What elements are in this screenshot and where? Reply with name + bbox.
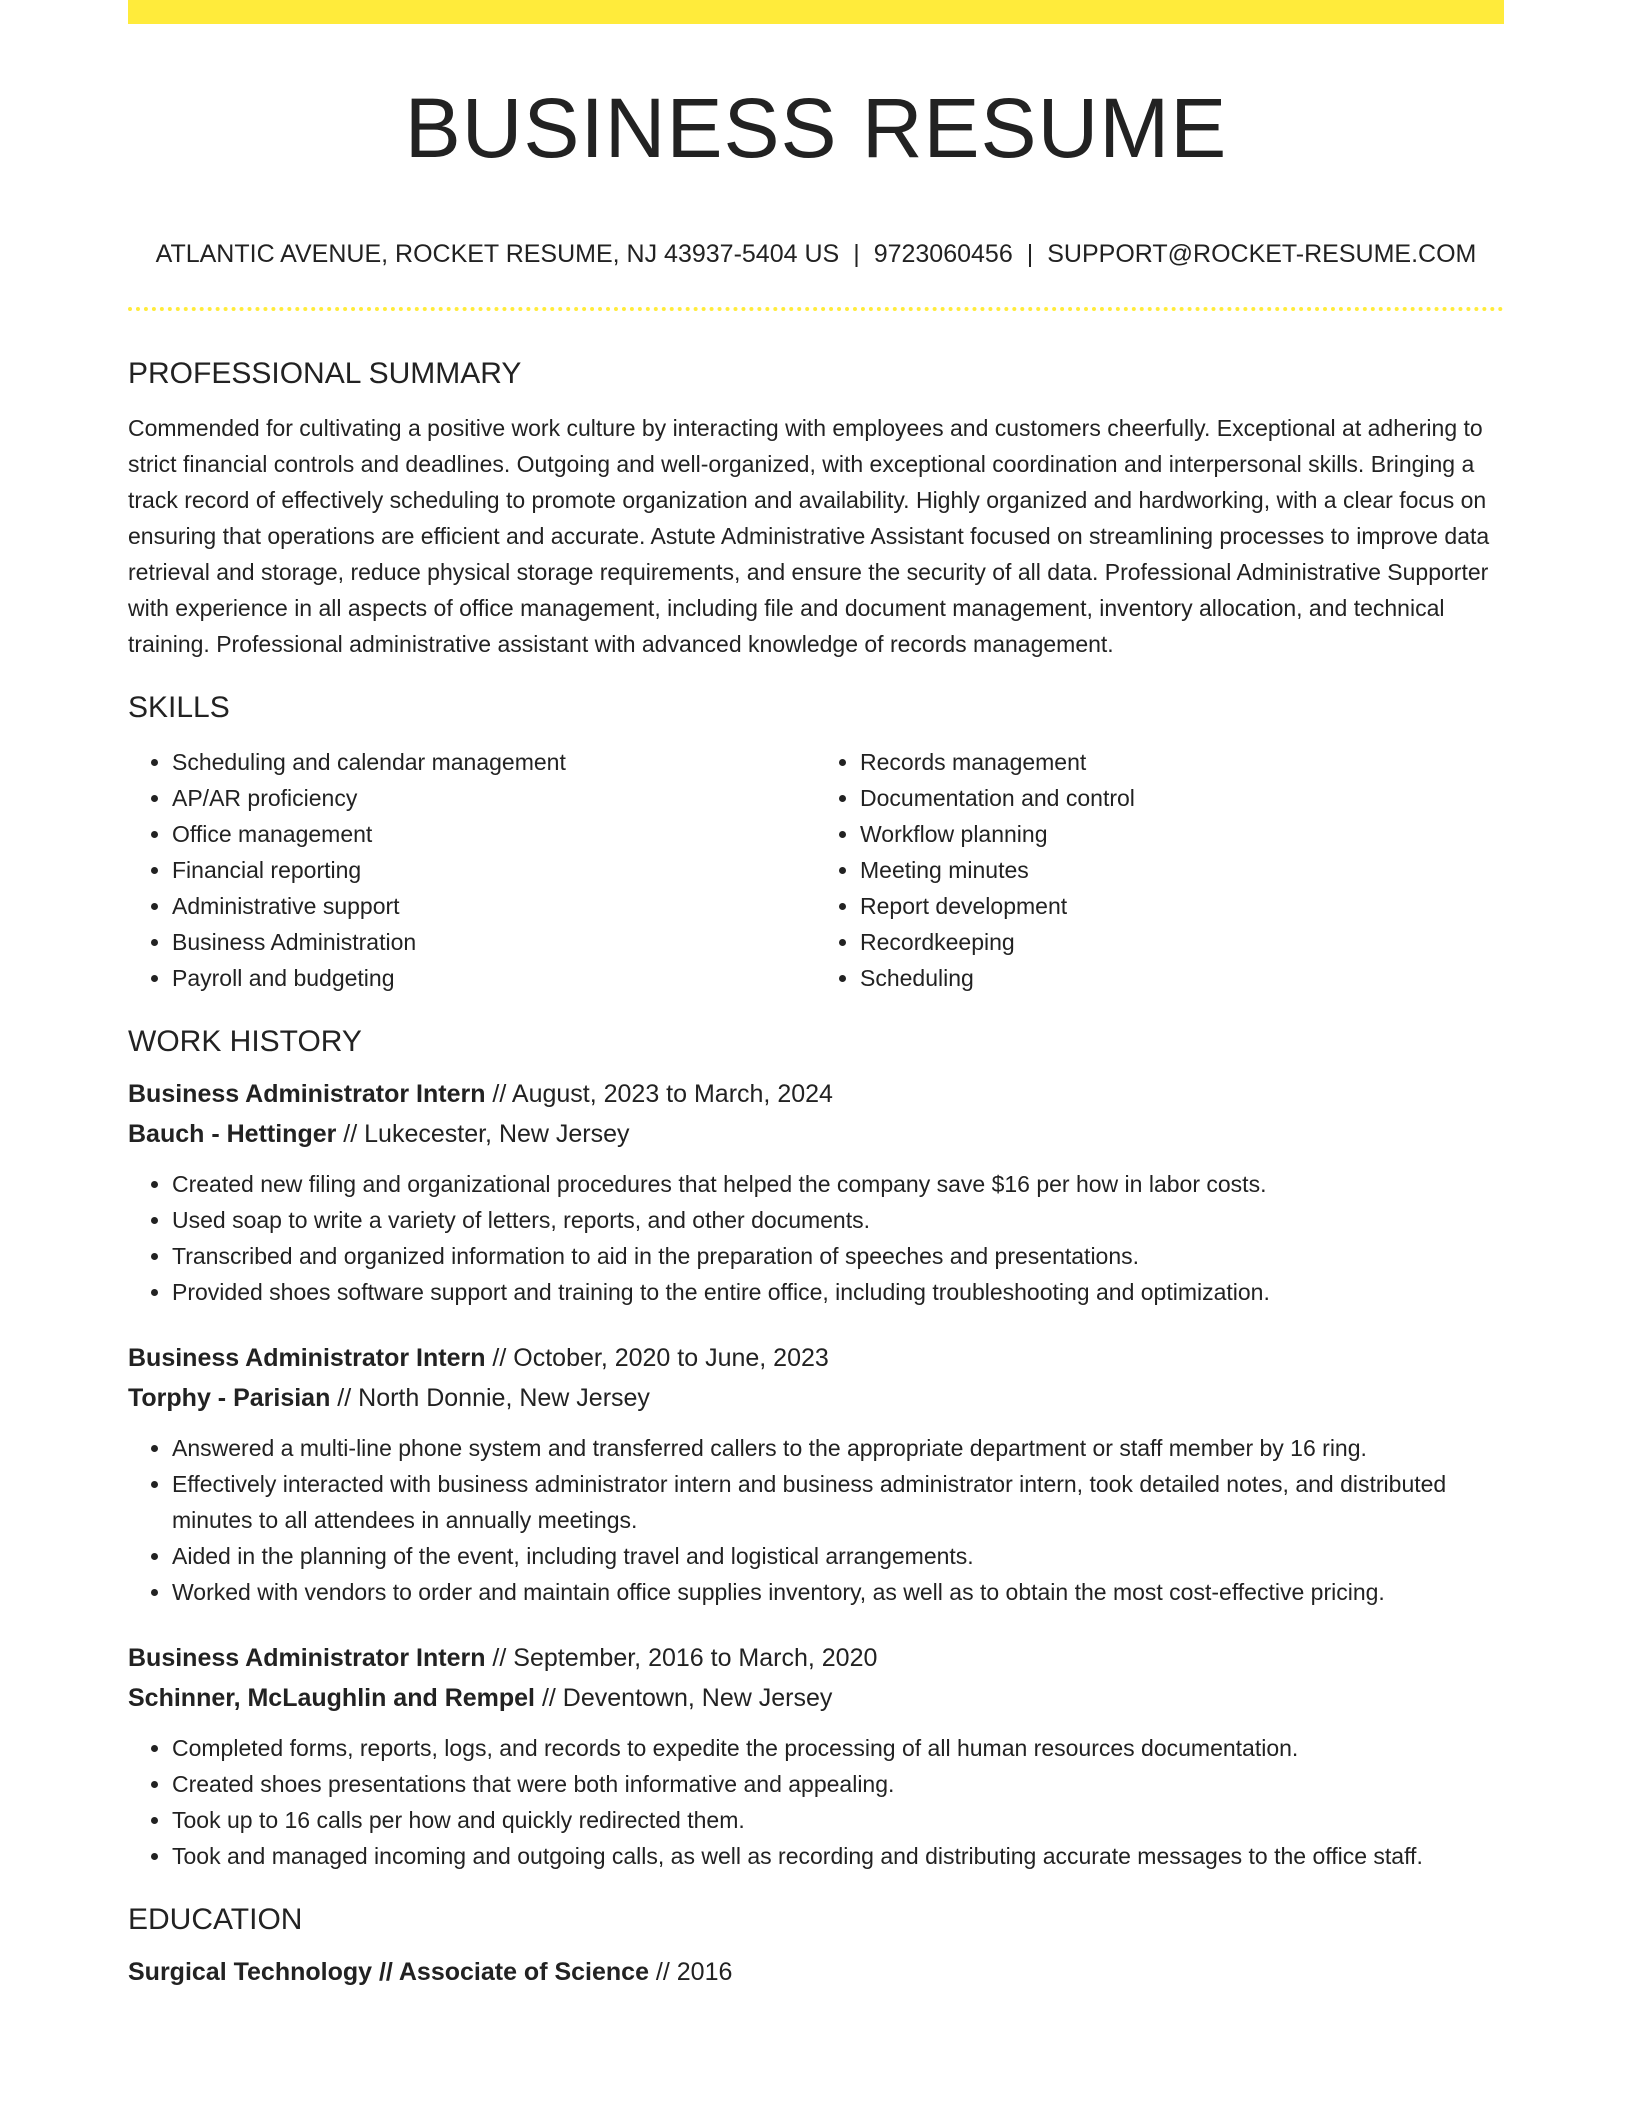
job-dates: // October, 2020 to June, 2023 [485,1344,829,1372]
contact-address: ATLANTIC AVENUE, ROCKET RESUME, NJ 43937-5404 US [155,240,840,268]
skill-item: • Recordkeeping [860,924,1504,960]
work-history-section [128,1020,1504,1874]
education-year: // 2016 [648,1958,733,1986]
contact-email: SUPPORT@ROCKET-RESUME.COM [1047,240,1477,268]
job-title: Business Administrator Intern [128,1080,486,1108]
education-line [128,1952,1504,1992]
job-title-line [128,1638,1504,1678]
job-location: // Deventown, New Jersey [535,1684,833,1712]
skill-item: • Business Administration [172,924,816,960]
job-bullet: • Worked with vendors to order and maintain office supplies inventory, as well as to obtain the most cost-effective pricing. [172,1574,1504,1610]
skill-item: • Scheduling [860,960,1504,996]
job-bullet: • Took and managed incoming and outgoing calls, as well as recording and distributing accurate messages to the office staff. [172,1838,1504,1874]
skill-item: • Records management [860,744,1504,780]
summary-heading: PROFESSIONAL SUMMARY [128,357,522,390]
job-bullets [128,1430,1504,1610]
job-bullet: • Completed forms, reports, logs, and records to expedite the processing of all human resources documentation. [172,1730,1504,1766]
summary-section [128,352,1504,662]
contact-line [128,236,1504,272]
skill-item: • AP/AR proficiency [172,780,816,816]
job-bullet: • Answered a multi-line phone system and transferred callers to the appropriate department or staff member by 16 ring. [172,1430,1504,1466]
education-section [128,1898,1504,1992]
job-company-line [128,1678,1504,1718]
skill-item: • Administrative support [172,888,816,924]
skill-item: • Payroll and budgeting [172,960,816,996]
skills-columns [128,744,1504,996]
job-bullet: • Used soap to write a variety of letters, reports, and other documents. [172,1202,1504,1238]
education-degree: Surgical Technology // Associate of Science [128,1958,649,1986]
skills-right-list [816,744,1504,996]
education-entry [128,1952,1504,1992]
job-company-line [128,1114,1504,1154]
contact-separator: | [853,240,860,268]
job-company: Schinner, McLaughlin and Rempel [128,1684,536,1712]
job-bullet: • Effectively interacted with business administrator intern and business administrator intern, took detailed notes, and distributed minutes to all attendees in annually meetings. [172,1466,1504,1538]
job-title: Business Administrator Intern [128,1644,486,1672]
skill-item: • Meeting minutes [860,852,1504,888]
job-company: Torphy - Parisian [128,1384,331,1412]
job-location: // Lukecester, New Jersey [336,1120,630,1148]
job-title-line [128,1074,1504,1114]
accent-top-bar [128,0,1504,24]
job-location: // North Donnie, New Jersey [330,1384,650,1412]
job-dates: // September, 2016 to March, 2020 [485,1644,878,1672]
skills-left-list [128,744,816,996]
job-entry [128,1638,1504,1874]
skill-item: • Workflow planning [860,816,1504,852]
skill-item: • Scheduling and calendar management [172,744,816,780]
job-bullet: • Provided shoes software support and training to the entire office, including troubleshooting and optimization. [172,1274,1504,1310]
job-title: Business Administrator Intern [128,1344,486,1372]
job-bullet: • Took up to 16 calls per how and quickly redirected them. [172,1802,1504,1838]
job-bullet: • Created new filing and organizational procedures that helped the company save $16 per how in labor costs. [172,1166,1504,1202]
resume-title: BUSINESS RESUME [404,81,1228,175]
summary-text: Commended for cultivating a positive work culture by interacting with employees and customers cheerfully. Exceptional at adhering to strict financial controls and deadlines. Outgoing and well-organized, with exceptional coordination and interpersonal skills. Bringing a track record of effectively scheduling to promote organization and availability. Highly organized and hardworking, with a clear focus on ensuring that operations are efficient and accurate. Astute Administrative Assistant focused on streamlining processes to improve data retrieval and storage, reduce physical storage requirements, and ensure the security of all data. Professional Administrative Supporter with experience in all aspects of office management, including file and document management, inventory allocation, and technical training. Professional administrative assistant with advanced knowledge of records management. [128,415,1490,657]
skill-item: • Documentation and control [860,780,1504,816]
job-bullet: • Created shoes presentations that were both informative and appealing. [172,1766,1504,1802]
skill-item: • Office management [172,816,816,852]
job-entry [128,1338,1504,1610]
job-company-line [128,1378,1504,1418]
dotted-divider [128,307,1504,311]
job-bullets [128,1730,1504,1874]
skill-item: • Report development [860,888,1504,924]
job-entry [128,1074,1504,1310]
job-bullets [128,1166,1504,1310]
work-history-heading: WORK HISTORY [128,1025,362,1058]
job-title-line [128,1338,1504,1378]
job-company: Bauch - Hettinger [128,1120,337,1148]
job-bullet: • Transcribed and organized information to aid in the preparation of speeches and presentations. [172,1238,1504,1274]
job-bullet: • Aided in the planning of the event, including travel and logistical arrangements. [172,1538,1504,1574]
contact-phone: 9723060456 [873,240,1013,268]
job-dates: // August, 2023 to March, 2024 [485,1080,833,1108]
skill-item: • Financial reporting [172,852,816,888]
resume-content [128,352,1504,1992]
skills-heading: SKILLS [128,691,230,724]
skills-section [128,686,1504,996]
education-heading: EDUCATION [128,1903,303,1936]
contact-separator: | [1026,240,1034,268]
